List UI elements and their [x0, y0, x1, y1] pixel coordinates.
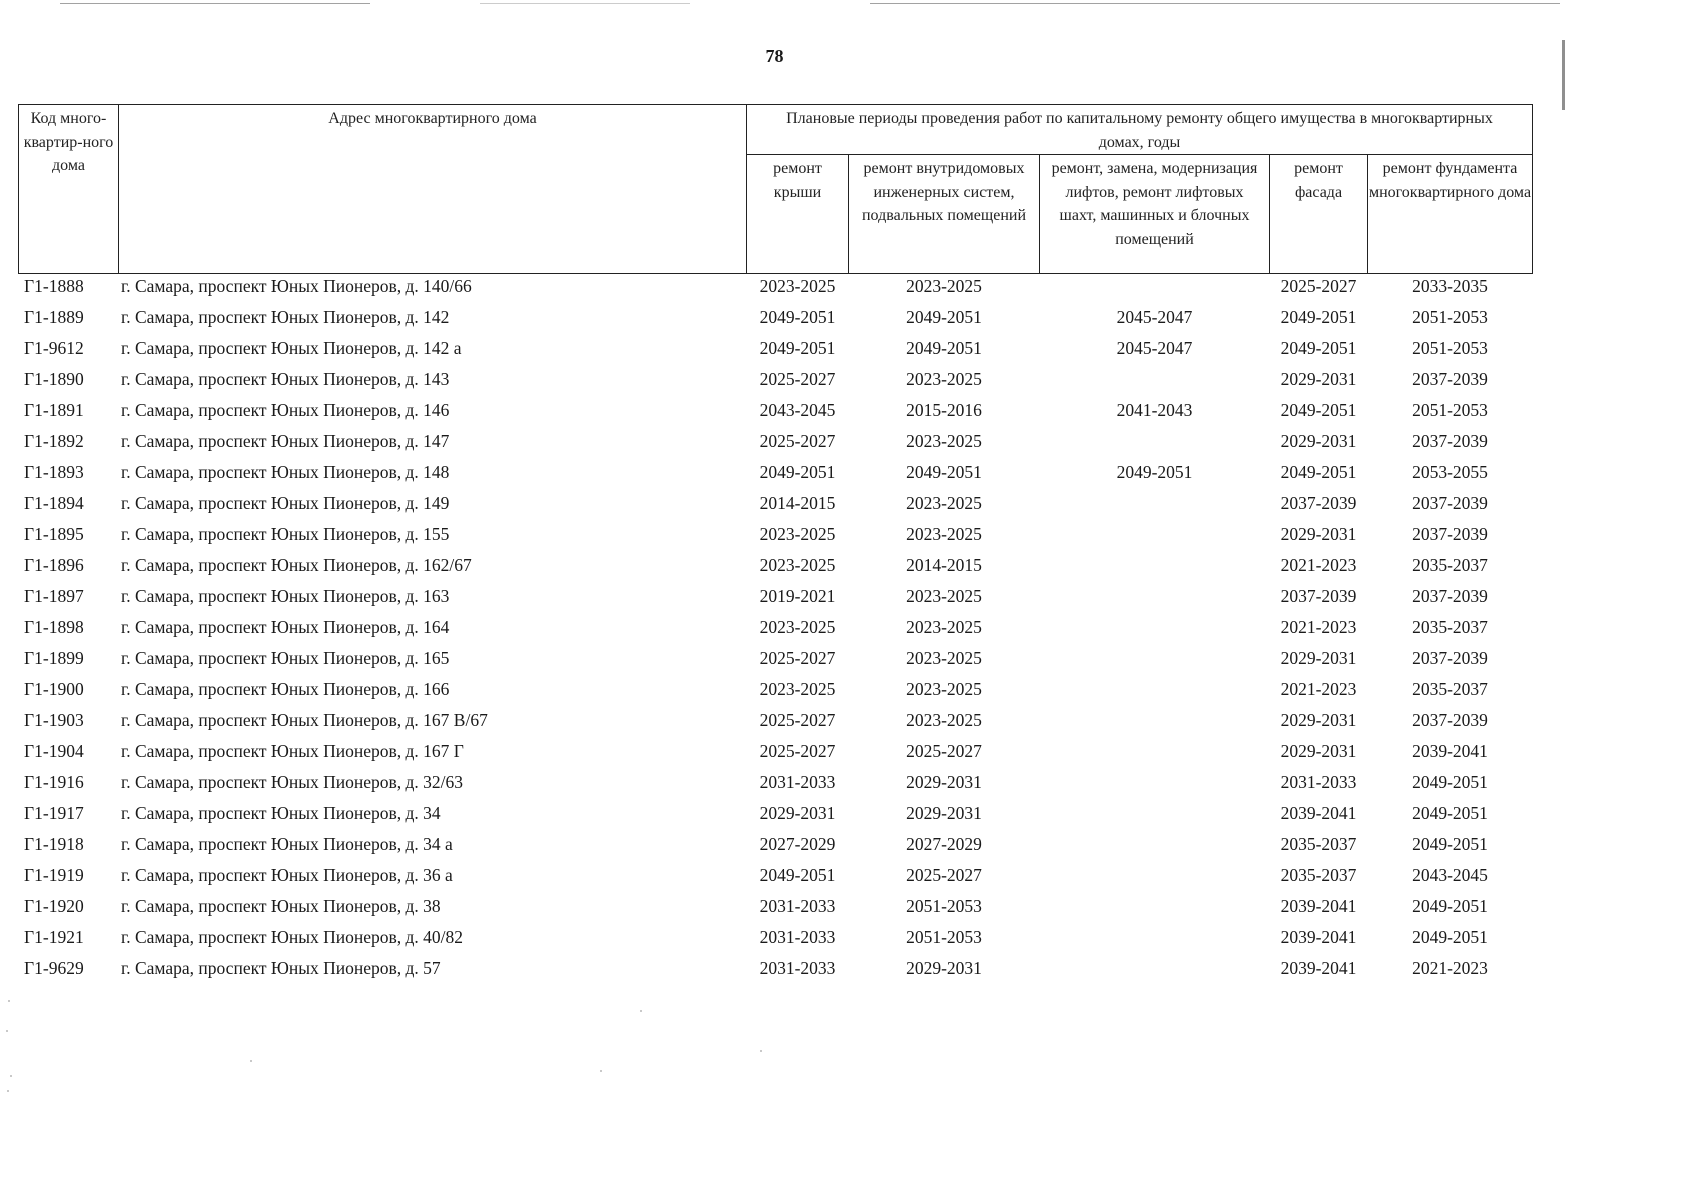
cell-engineering: 2023-2025	[906, 648, 982, 668]
cell-facade: 2037-2039	[1280, 493, 1357, 513]
cell-foundation: 2049-2051	[1412, 803, 1488, 823]
cell-address: г. Самара, проспект Юных Пионеров, д. 34 а	[121, 834, 453, 854]
cell-roof: 2049-2051	[759, 462, 836, 482]
cell-code: Г1-9629	[24, 958, 84, 978]
cell-facade: 2049-2051	[1280, 338, 1357, 358]
cell-facade: 2049-2051	[1280, 462, 1357, 482]
cell-address: г. Самара, проспект Юных Пионеров, д. 165	[121, 648, 450, 668]
cell-foundation: 2035-2037	[1412, 555, 1488, 575]
cell-address: г. Самара, проспект Юных Пионеров, д. 155	[121, 524, 450, 544]
cell-code: Г1-1894	[24, 493, 84, 513]
cell-facade: 2031-2033	[1280, 772, 1357, 792]
cell-elevators: 2049-2051	[1116, 462, 1193, 482]
cell-address: г. Самара, проспект Юных Пионеров, д. 142 а	[121, 338, 462, 358]
cell-foundation: 2021-2023	[1412, 958, 1488, 978]
cell-facade: 2029-2031	[1280, 741, 1357, 761]
cell-engineering: 2023-2025	[906, 679, 982, 699]
cell-engineering: 2029-2031	[906, 772, 982, 792]
cell-facade: 2021-2023	[1280, 679, 1357, 699]
cell-code: Г1-1900	[24, 679, 84, 699]
cell-engineering: 2029-2031	[906, 958, 982, 978]
table-row	[18, 553, 1533, 584]
cell-roof: 2049-2051	[759, 338, 836, 358]
cell-roof: 2023-2025	[759, 617, 836, 637]
cell-engineering: 2049-2051	[906, 307, 982, 327]
cell-facade: 2039-2041	[1280, 958, 1357, 978]
cell-code: Г1-9612	[24, 338, 84, 358]
header-engineering: ремонт внутридомовых инженерных систем, подвальных помещений	[861, 160, 1026, 224]
cell-facade: 2029-2031	[1280, 710, 1357, 730]
cell-engineering: 2051-2053	[906, 927, 982, 947]
cell-code: Г1-1890	[24, 369, 84, 389]
cell-foundation: 2051-2053	[1412, 307, 1488, 327]
header-foundation: ремонт фундамента многоквартирного дома	[1368, 160, 1532, 201]
cell-facade: 2021-2023	[1280, 617, 1357, 637]
cell-engineering: 2023-2025	[906, 493, 982, 513]
table-row	[18, 367, 1533, 398]
table-row	[18, 801, 1533, 832]
cell-code: Г1-1903	[24, 710, 84, 730]
cell-engineering: 2015-2016	[906, 400, 982, 420]
header-address: Адрес многоквартирного дома	[328, 110, 537, 127]
header-roof: ремонт крыши	[773, 160, 822, 201]
cell-roof: 2025-2027	[759, 431, 836, 451]
cell-facade: 2035-2037	[1280, 834, 1357, 854]
cell-facade: 2035-2037	[1280, 865, 1357, 885]
cell-roof: 2025-2027	[759, 741, 836, 761]
cell-engineering: 2051-2053	[906, 896, 982, 916]
cell-engineering: 2023-2025	[906, 276, 982, 296]
cell-code: Г1-1920	[24, 896, 84, 916]
table-row	[18, 522, 1533, 553]
cell-facade: 2025-2027	[1280, 276, 1357, 296]
table-row	[18, 491, 1533, 522]
cell-code: Г1-1918	[24, 834, 84, 854]
header-code: Код много-квартир-ного дома	[23, 110, 114, 174]
cell-facade: 2029-2031	[1280, 369, 1357, 389]
cell-roof: 2027-2029	[759, 834, 836, 854]
cell-foundation: 2049-2051	[1412, 896, 1488, 916]
table-row	[18, 708, 1533, 739]
cell-facade: 2039-2041	[1280, 927, 1357, 947]
cell-code: Г1-1895	[24, 524, 84, 544]
cell-elevators: 2045-2047	[1116, 338, 1193, 358]
cell-facade: 2037-2039	[1280, 586, 1357, 606]
cell-engineering: 2023-2025	[906, 586, 982, 606]
cell-code: Г1-1896	[24, 555, 84, 575]
cell-address: г. Самара, проспект Юных Пионеров, д. 38	[121, 896, 441, 916]
cell-elevators: 2045-2047	[1116, 307, 1193, 327]
table-row	[18, 956, 1533, 987]
table-row	[18, 832, 1533, 863]
cell-roof: 2031-2033	[759, 927, 836, 947]
cell-code: Г1-1889	[24, 307, 84, 327]
cell-roof: 2023-2025	[759, 524, 836, 544]
cell-engineering: 2014-2015	[906, 555, 982, 575]
cell-facade: 2029-2031	[1280, 524, 1357, 544]
table-row	[18, 429, 1533, 460]
cell-foundation: 2037-2039	[1412, 524, 1488, 544]
cell-foundation: 2039-2041	[1412, 741, 1488, 761]
cell-foundation: 2049-2051	[1412, 772, 1488, 792]
table-row	[18, 398, 1533, 429]
table-row	[18, 336, 1533, 367]
table-row	[18, 460, 1533, 491]
page-number: 78	[765, 46, 784, 66]
cell-engineering: 2049-2051	[906, 338, 982, 358]
cell-engineering: 2023-2025	[906, 524, 982, 544]
cell-foundation: 2049-2051	[1412, 834, 1488, 854]
cell-foundation: 2037-2039	[1412, 586, 1488, 606]
cell-engineering: 2023-2025	[906, 617, 982, 637]
cell-engineering: 2025-2027	[906, 865, 982, 885]
cell-code: Г1-1921	[24, 927, 84, 947]
cell-address: г. Самара, проспект Юных Пионеров, д. 34	[121, 803, 441, 823]
cell-foundation: 2051-2053	[1412, 400, 1488, 420]
cell-facade: 2039-2041	[1280, 803, 1357, 823]
cell-facade: 2029-2031	[1280, 431, 1357, 451]
cell-engineering: 2023-2025	[906, 369, 982, 389]
table-row	[18, 305, 1533, 336]
cell-engineering: 2049-2051	[906, 462, 982, 482]
cell-engineering: 2023-2025	[906, 431, 982, 451]
cell-code: Г1-1916	[24, 772, 84, 792]
scan-edge-artifact	[0, 0, 1569, 14]
scan-edge-mark	[1562, 40, 1565, 110]
cell-foundation: 2037-2039	[1412, 710, 1488, 730]
cell-code: Г1-1904	[24, 741, 84, 761]
cell-address: г. Самара, проспект Юных Пионеров, д. 148	[121, 462, 450, 482]
cell-code: Г1-1891	[24, 400, 84, 420]
cell-foundation: 2051-2053	[1412, 338, 1488, 358]
table-row	[18, 584, 1533, 615]
cell-facade: 2021-2023	[1280, 555, 1357, 575]
cell-address: г. Самара, проспект Юных Пионеров, д. 146	[121, 400, 450, 420]
cell-facade: 2039-2041	[1280, 896, 1357, 916]
cell-address: г. Самара, проспект Юных Пионеров, д. 147	[121, 431, 450, 451]
cell-code: Г1-1888	[24, 276, 84, 296]
cell-foundation: 2037-2039	[1412, 648, 1488, 668]
cell-address: г. Самара, проспект Юных Пионеров, д. 166	[121, 679, 450, 699]
cell-code: Г1-1898	[24, 617, 84, 637]
cell-roof: 2029-2031	[759, 803, 836, 823]
cell-roof: 2019-2021	[759, 586, 836, 606]
cell-roof: 2049-2051	[759, 865, 836, 885]
cell-elevators: 2041-2043	[1116, 400, 1193, 420]
cell-engineering: 2029-2031	[906, 803, 982, 823]
table-row	[18, 615, 1533, 646]
cell-foundation: 2043-2045	[1412, 865, 1488, 885]
cell-foundation: 2053-2055	[1412, 462, 1488, 482]
cell-address: г. Самара, проспект Юных Пионеров, д. 57	[121, 958, 441, 978]
cell-address: г. Самара, проспект Юных Пионеров, д. 143	[121, 369, 450, 389]
cell-address: г. Самара, проспект Юных Пионеров, д. 167 Г	[121, 741, 464, 761]
cell-foundation: 2037-2039	[1412, 493, 1488, 513]
cell-address: г. Самара, проспект Юных Пионеров, д. 40/82	[121, 927, 464, 947]
cell-code: Г1-1917	[24, 803, 84, 823]
cell-roof: 2023-2025	[759, 276, 836, 296]
header-periods-group: Плановые периоды проведения работ по капитальному ремонту общего имущества в многоквартирных домах, годы	[786, 110, 1493, 151]
cell-foundation: 2037-2039	[1412, 431, 1488, 451]
table-row	[18, 863, 1533, 894]
cell-address: г. Самара, проспект Юных Пионеров, д. 36 а	[121, 865, 453, 885]
cell-roof: 2023-2025	[759, 555, 836, 575]
table-row	[18, 925, 1533, 956]
cell-code: Г1-1897	[24, 586, 84, 606]
cell-roof: 2049-2051	[759, 307, 836, 327]
table-row	[18, 274, 1533, 305]
cell-code: Г1-1893	[24, 462, 84, 482]
cell-foundation: 2035-2037	[1412, 617, 1488, 637]
cell-roof: 2025-2027	[759, 369, 836, 389]
table-row	[18, 739, 1533, 770]
table-row	[18, 894, 1533, 925]
table-row	[18, 770, 1533, 801]
cell-address: г. Самара, проспект Юных Пионеров, д. 149	[121, 493, 450, 513]
cell-foundation: 2035-2037	[1412, 679, 1488, 699]
cell-facade: 2049-2051	[1280, 400, 1357, 420]
table-row	[18, 677, 1533, 708]
cell-address: г. Самара, проспект Юных Пионеров, д. 163	[121, 586, 450, 606]
cell-facade: 2029-2031	[1280, 648, 1357, 668]
cell-foundation: 2033-2035	[1412, 276, 1488, 296]
cell-roof: 2031-2033	[759, 772, 836, 792]
cell-foundation: 2049-2051	[1412, 927, 1488, 947]
cell-code: Г1-1919	[24, 865, 84, 885]
cell-roof: 2025-2027	[759, 648, 836, 668]
cell-address: г. Самара, проспект Юных Пионеров, д. 167 В/67	[121, 710, 488, 730]
header-elevators: ремонт, замена, модернизация лифтов, ремонт лифтовых шахт, машинных и блочных помещений	[1051, 160, 1258, 248]
cell-facade: 2049-2051	[1280, 307, 1357, 327]
cell-code: Г1-1899	[24, 648, 84, 668]
header-facade: ремонт фасада	[1294, 160, 1343, 201]
cell-address: г. Самара, проспект Юных Пионеров, д. 32/63	[121, 772, 464, 792]
cell-address: г. Самара, проспект Юных Пионеров, д. 140/66	[121, 276, 472, 296]
cell-roof: 2043-2045	[759, 400, 836, 420]
cell-roof: 2025-2027	[759, 710, 836, 730]
cell-address: г. Самара, проспект Юных Пионеров, д. 162/67	[121, 555, 472, 575]
cell-engineering: 2023-2025	[906, 710, 982, 730]
table-row	[18, 646, 1533, 677]
cell-roof: 2014-2015	[759, 493, 836, 513]
cell-address: г. Самара, проспект Юных Пионеров, д. 142	[121, 307, 450, 327]
cell-roof: 2031-2033	[759, 958, 836, 978]
cell-engineering: 2025-2027	[906, 741, 982, 761]
cell-address: г. Самара, проспект Юных Пионеров, д. 164	[121, 617, 450, 637]
cell-foundation: 2037-2039	[1412, 369, 1488, 389]
cell-roof: 2031-2033	[759, 896, 836, 916]
cell-engineering: 2027-2029	[906, 834, 982, 854]
cell-code: Г1-1892	[24, 431, 84, 451]
cell-roof: 2023-2025	[759, 679, 836, 699]
